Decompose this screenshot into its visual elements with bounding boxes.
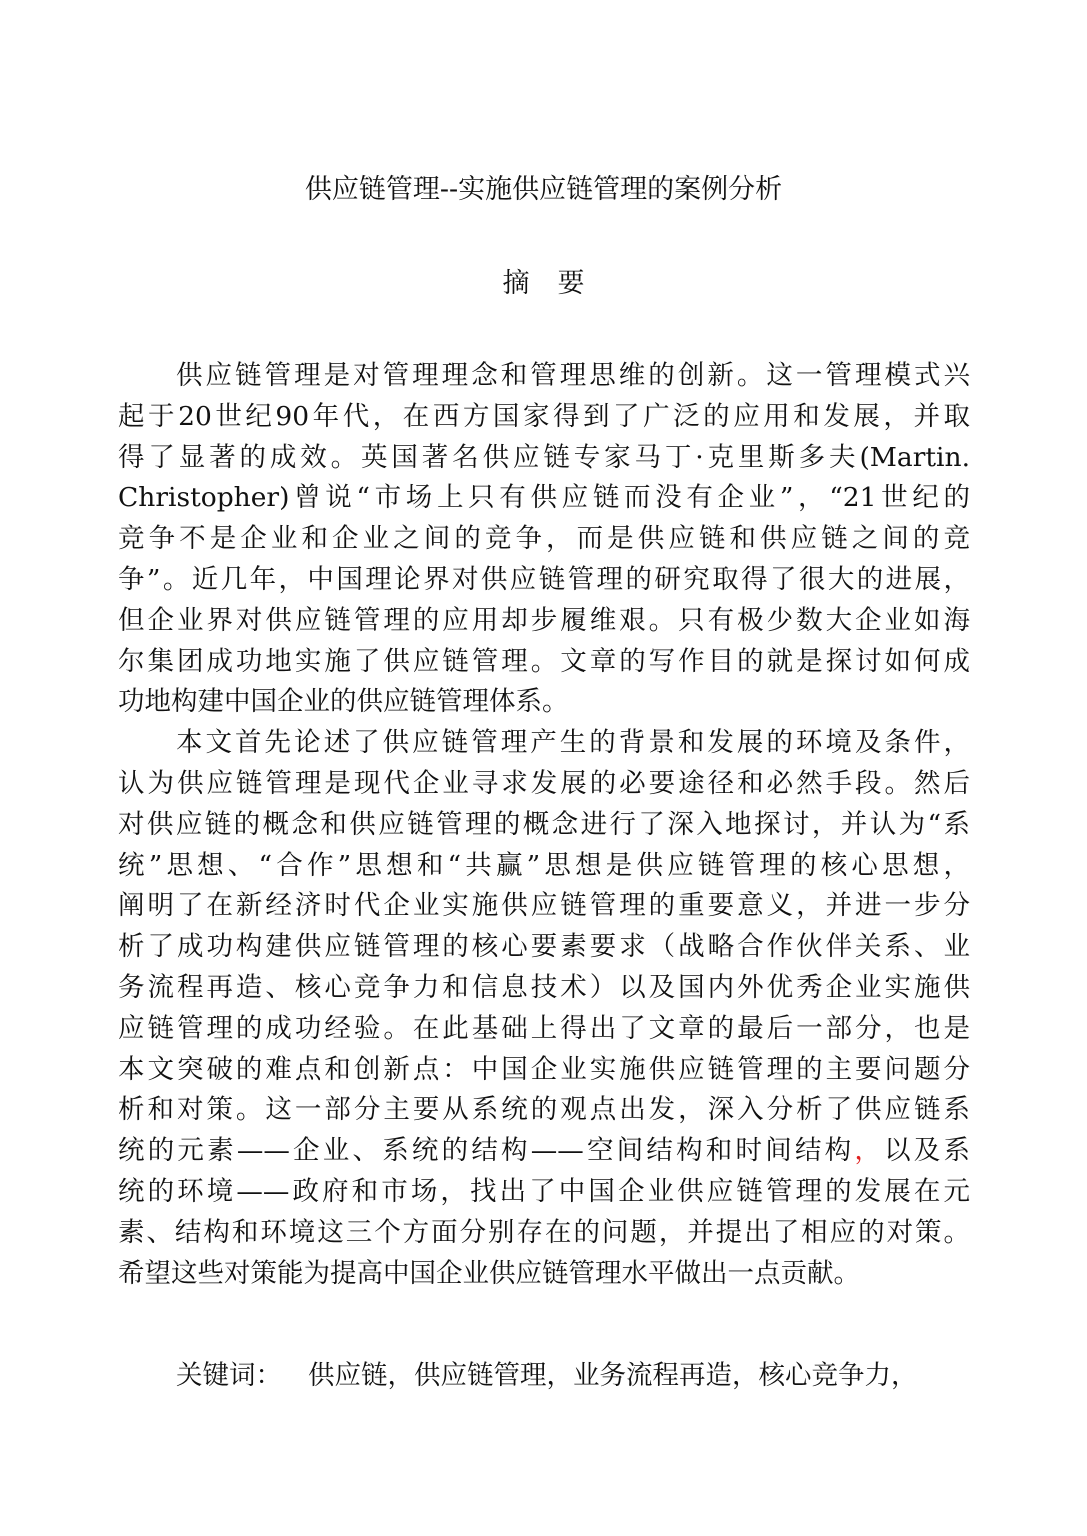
text-line: 得了显著的成效。英国著名供应链专家马丁·克里斯多夫(Martin.	[118, 441, 970, 473]
keywords-value: 供应链，供应链管理，业务流程再造，核心竞争力，	[308, 1360, 918, 1391]
text-line: 本文突破的难点和创新点：中国企业实施供应链管理的主要问题分	[118, 1053, 970, 1085]
abstract-heading: 摘要	[502, 268, 613, 299]
text-line: 析和对策。这一部分主要从系统的观点出发，深入分析了供应链系	[118, 1094, 970, 1126]
text-line: 对供应链的概念和供应链管理的概念进行了深入地探讨，并认为“系	[118, 808, 970, 840]
text-line-mixed	[118, 1131, 970, 1172]
text-line: 争”。近几年，中国理论界对供应链管理的研究取得了很大的进展，	[118, 563, 970, 595]
text-line: 供应链管理是对管理理念和管理思维的创新。这一管理模式兴	[176, 360, 970, 391]
text-line: 本文首先论述了供应链管理产生的背景和发展的环境及条件，	[176, 727, 970, 759]
text-line: 应链管理的成功经验。在此基础上得出了文章的最后一部分，也是	[118, 1012, 970, 1044]
abstract-body	[118, 356, 970, 1294]
text-line: 认为供应链管理是现代企业寻求发展的必要途径和必然手段。然后	[118, 767, 970, 799]
red-comma: ，	[854, 1135, 885, 1167]
abstract-paragraph-2	[118, 723, 970, 1294]
abstract-paragraph-1	[118, 356, 970, 723]
text-line: 素、结构和环境这三个方面分别存在的问题，并提出了相应的对策。	[118, 1216, 970, 1248]
text-line: 但企业界对供应链管理的应用却步履维艰。只有极少数大企业如海	[118, 604, 970, 636]
text-segment: 以及系	[884, 1135, 970, 1167]
text-line: 尔集团成功地实施了供应链管理。文章的写作目的就是探讨如何成	[118, 645, 970, 677]
text-line: 统”思想、“合作”思想和“共赢”思想是供应链管理的核心思想，	[118, 849, 970, 881]
text-line: 统的环境——政府和市场，找出了中国企业供应链管理的发展在元	[118, 1175, 970, 1207]
text-line: 希望这些对策能为提高中国企业供应链管理水平做出一点贡献。	[118, 1257, 860, 1289]
text-line: 起于20世纪90年代，在西方国家得到了广泛的应用和发展，并取	[118, 400, 970, 432]
text-line: 阐明了在新经济时代企业实施供应链管理的重要意义，并进一步分	[118, 890, 970, 922]
text-line: 功地构建中国企业的供应链管理体系。	[118, 686, 569, 718]
text-line: 竞争不是企业和企业之间的竞争，而是供应链和供应链之间的竞	[118, 523, 970, 555]
text-line: 务流程再造、核心竞争力和信息技术）以及国内外优秀企业实施供	[118, 971, 970, 1003]
text-line: Christopher)曾说“市场上只有供应链而没有企业”，“21世纪的	[118, 482, 970, 514]
text-line: 析了成功构建供应链管理的核心要素要求（战略合作伙伴关系、业	[118, 931, 970, 963]
keywords-line	[176, 1356, 976, 1396]
keywords-label: 关键词：	[176, 1360, 282, 1391]
text-segment: 统的元素——企业、系统的结构——空间结构和时间结构	[118, 1135, 855, 1167]
document-title: 供应链管理--实施供应链管理的案例分析	[304, 174, 783, 205]
